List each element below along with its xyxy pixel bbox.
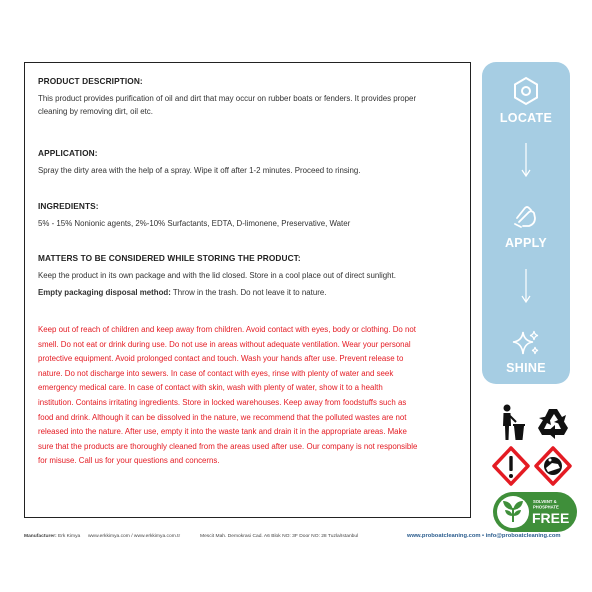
- warning-text: [38, 323, 458, 469]
- footer-email-link[interactable]: • info@proboatcleaning.com: [482, 533, 561, 539]
- spray-nozzle-icon: [511, 76, 541, 106]
- footer-manufacturer: [24, 534, 80, 539]
- trash-disposal-icon: [503, 405, 525, 441]
- badge-line2: PHOSPHATE: [533, 504, 559, 510]
- warning-line: sure that the products are thoroughly cleaned from the areas used after use. Our company is not responsible: [38, 441, 418, 451]
- warning-line: for misuse. Call us for your questions and concerns.: [38, 456, 220, 466]
- footer: [24, 531, 572, 543]
- usage-steps-sidebar: [482, 62, 570, 384]
- warning-line: protective equipment. Avoid prolonged contact and touch. Wash your hands after use. Prevent release to: [38, 354, 404, 364]
- warning-line: Keep out of reach of children and keep away from children. Avoid contact with eyes, body or clothing. Do not: [38, 325, 416, 334]
- wiping-hand-icon: [511, 200, 541, 230]
- warning-line: released into the nature. After use, empty it into the waste tank and drain it in the appropriate areas. Make: [38, 427, 407, 437]
- sparkle-icon: [511, 328, 541, 358]
- description-heading: PRODUCT DESCRIPTION:: [38, 76, 143, 86]
- manufacturer-name: Erk Kimya: [56, 534, 81, 539]
- storage-section: [38, 253, 460, 300]
- step-locate-label: LOCATE: [499, 111, 553, 125]
- warning-line: nature. Do not discharge into sewers. In case of contact with eyes, rinse with plenty of water and seek: [38, 368, 394, 378]
- application-section: [38, 148, 460, 179]
- hand-corrosion-icon: [536, 448, 570, 484]
- warning-line: food and drink. Although it can be dissolved in the nature, we recommend that the polluted wastes are not: [38, 412, 407, 422]
- footer-web-link[interactable]: www.proboatcleaning.com: [407, 533, 481, 539]
- ingredients-text: 5% - 15% Nonionic agents, 2%-10% Surfactants, EDTA, D-limonene, Preservative, Water: [38, 219, 351, 228]
- info-panel: [24, 62, 471, 518]
- storage-heading: MATTERS TO BE CONSIDERED WHILE STORING THE PRODUCT:: [38, 253, 301, 263]
- badge-line3: FREE: [532, 510, 570, 526]
- disposal-text: [38, 286, 460, 301]
- footer-address: Mescit Mah. Demokrasi Cad. A6 Blok NO: 3F Door NO: 28 Tuzla/Istanbul: [200, 534, 359, 539]
- warning-line: institution. Contains irritating ingredients. Store in locked warehouses. Keep away from foodstuffs such as: [38, 397, 407, 407]
- arrow-down-icon: [520, 268, 532, 304]
- step-shine-label: SHINE: [506, 361, 546, 375]
- footer-websites: www.erkkimya.com / www.erkkimya.com.tr: [88, 534, 181, 539]
- solvent-phosphate-free-badge: [493, 492, 577, 532]
- warning-line: emergency medical care. In case of contact with skin, wash with plenty of water, show it to a health: [38, 383, 383, 393]
- warning-line: smell. Do not eat or drink during use. Do not use in areas without adequate ventilation. Wear your personal: [38, 339, 411, 349]
- application-text: Spray the dirty area with the help of a spray. Wipe it off after 1-2 minutes. Proceed to rinsing.: [38, 166, 361, 175]
- ingredients-section: [38, 201, 460, 232]
- recycle-icon: [538, 409, 568, 439]
- disposal-label: Empty packaging disposal method:: [38, 287, 171, 297]
- disposal-value: Throw in the trash. Do not leave it to nature.: [170, 287, 327, 297]
- step-apply-label: APPLY: [504, 236, 548, 250]
- footer-email[interactable]: info@proboatcleaning.com: [485, 533, 561, 539]
- safety-pictograms: [490, 398, 580, 538]
- badge-line1: SOLVENT &: [533, 499, 557, 504]
- storage-text: Keep the product in its own package and with the lid closed. Store in a cool place out of direct sunlight.: [38, 271, 396, 280]
- hazard-exclamation-icon: [494, 448, 528, 484]
- ingredients-heading: INGREDIENTS:: [38, 201, 99, 211]
- manufacturer-label: Manufacturer:: [24, 534, 57, 539]
- description-section: [38, 76, 460, 119]
- application-heading: APPLICATION:: [38, 148, 98, 158]
- description-text: This product provides purification of oil and dirt that may occur on rubber boats or fenders. It provides proper cleaning by removing dirt, oil etc.: [38, 94, 417, 116]
- arrow-down-icon: [520, 142, 532, 178]
